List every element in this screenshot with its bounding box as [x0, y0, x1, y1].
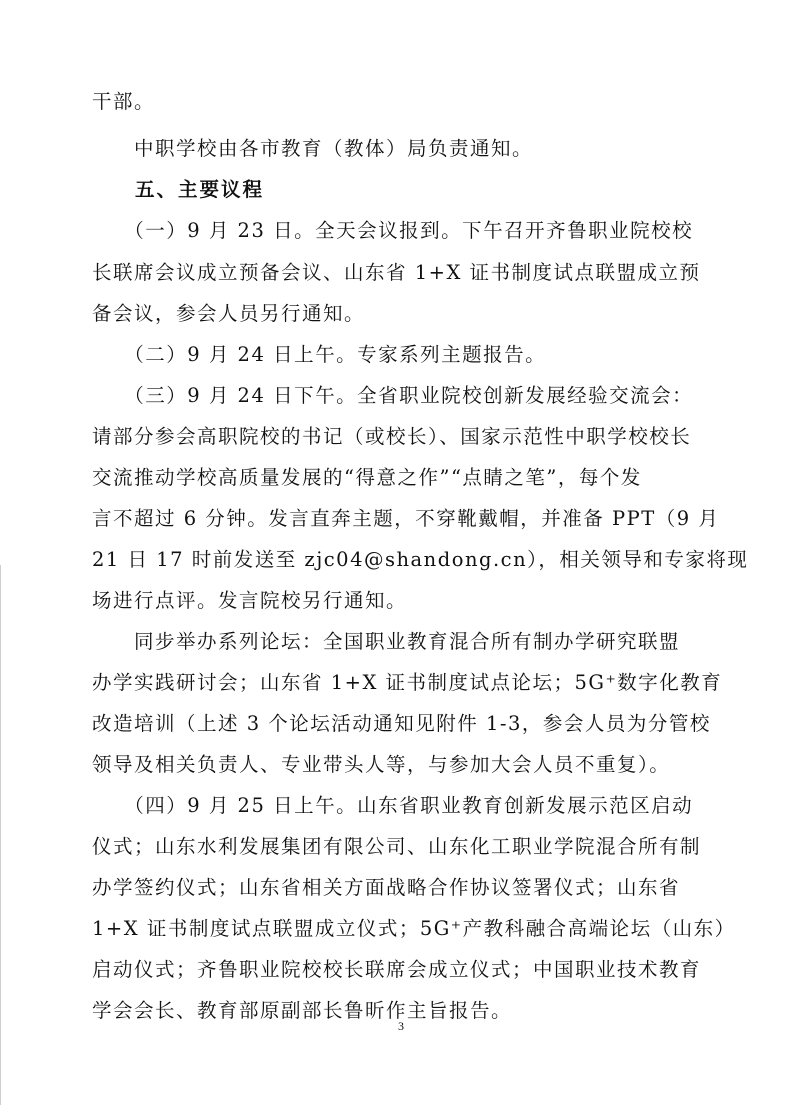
text-line: 场进行点评。发言院校另行通知。 — [92, 589, 408, 612]
page-number: 3 — [398, 1019, 404, 1033]
text-line: 长联席会议成立预备会议、山东省 1+X 证书制度试点联盟成立预 — [92, 261, 701, 284]
text-line: 交流推动学校高质量发展的“得意之作”“点睛之笔”，每个发 — [92, 466, 642, 489]
text-line: 改造培训（上述 3 个论坛活动通知见附件 1-3，参会人员为分管校 — [92, 712, 711, 735]
text-line: 办学签约仪式；山东省相关方面战略合作协议签署仪式；山东省 — [92, 876, 681, 899]
text-line: 办学实践研讨会；山东省 1+X 证书制度试点论坛；5G⁺数字化教育 — [92, 671, 723, 694]
section-heading: 五、主要议程 — [92, 178, 265, 201]
text-line: 仪式；山东水利发展集团有限公司、山东化工职业学院混合所有制 — [92, 835, 702, 858]
text-line: 21 日 17 时前发送至 zjc04@shandong.cn），相关领导和专家将现 — [92, 548, 749, 571]
text-line: 领导及相关负责人、专业带头人等，与参加大会人员不重复）。 — [92, 753, 671, 776]
text-line: 同步举办系列论坛：全国职业教育混合所有制办学研究联盟 — [92, 630, 681, 653]
text-line: 1+X 证书制度试点联盟成立仪式；5G⁺产教科融合高端论坛（山东） — [92, 917, 736, 940]
text-line: 请部分参会高职院校的书记（或校长）、国家示范性中职学校校长 — [92, 425, 692, 448]
text-line: 启动仪式；齐鲁职业院校校长联席会成立仪式；中国职业技术教育 — [92, 958, 702, 981]
text-line: 学会会长、教育部原副部长鲁昕作主旨报告。 — [92, 999, 513, 1022]
text-line: （三）9 月 24 日下午。全省职业院校创新发展经验交流会： — [92, 384, 694, 407]
text-line: 备会议，参会人员另行通知。 — [92, 302, 366, 325]
text-line: （一）9 月 23 日。全天会议报到。下午召开齐鲁职业院校校 — [92, 219, 694, 242]
text-line: 中职学校由各市教育（教体）局负责通知。 — [92, 137, 534, 160]
text-line: （四）9 月 25 日上午。山东省职业教育创新发展示范区启动 — [92, 794, 694, 817]
text-line: （二）9 月 24 日上午。专家系列主题报告。 — [92, 343, 547, 366]
text-line: 干部。 — [92, 90, 156, 113]
text-line: 言不超过 6 分钟。发言直奔主题，不穿靴戴帽，并准备 PPT（9 月 — [92, 507, 720, 530]
